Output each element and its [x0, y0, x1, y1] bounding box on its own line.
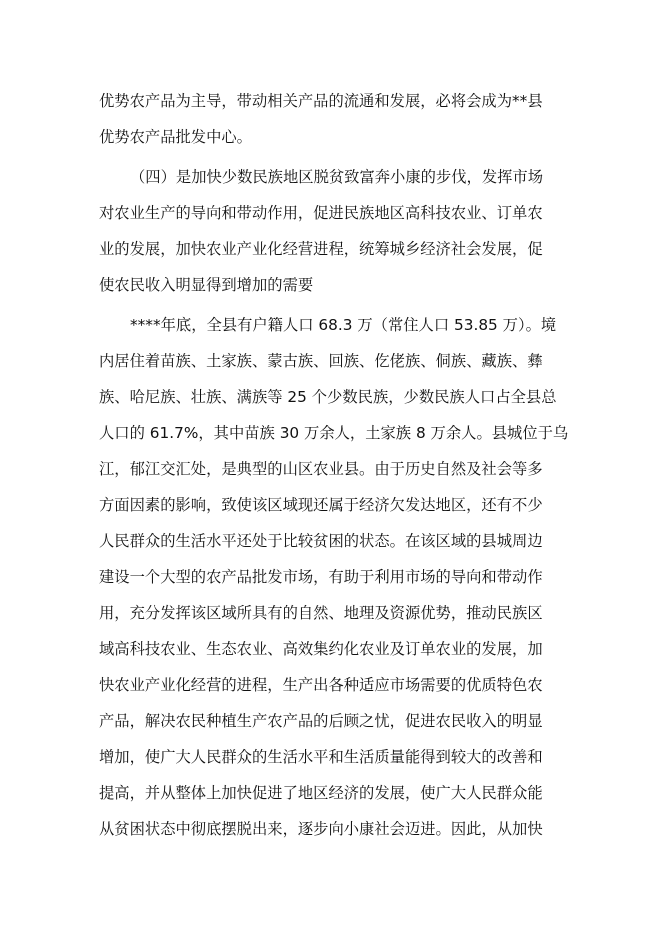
- text-line: 增加，使广大人民群众的生活水平和生活质量能得到较大的改善和: [99, 748, 543, 766]
- text-line: 族、哈尼族、壮族、满族等 25 个少数民族，少数民族人口占全县总: [99, 388, 557, 406]
- text-line: 提高，并从整体上加快促进了地区经济的发展，使广大人民群众能: [99, 784, 543, 802]
- text-line: 从贫困状态中彻底摆脱出来，逐步向小康社会迈进。因此，从加快: [99, 820, 543, 838]
- text-line: 产品，解决农民种植生产农产品的后顾之忧，促进农民收入的明显: [99, 712, 543, 730]
- text-line: ****年底，全县有户籍人口 68.3 万（常住人口 53.85 万）。境: [130, 316, 557, 334]
- text-line: 人口的 61.7%，其中苗族 30 万余人，土家族 8 万余人。县城位于乌: [99, 424, 569, 442]
- text-line: 优势农产品批发中心。: [99, 128, 252, 146]
- text-line: 域高科技农业、生态农业、高效集约化农业及订单农业的发展，加: [99, 640, 543, 658]
- text-line: 人民群众的生活水平还处于比较贫困的状态。在该区域的县城周边: [99, 532, 543, 550]
- text-line: 内居住着苗族、土家族、蒙古族、回族、仡佬族、侗族、藏族、彝: [99, 352, 543, 370]
- section-heading-line: 使农民收入明显得到增加的需要: [99, 276, 314, 294]
- text-line: 方面因素的影响，致使该区域现还属于经济欠发达地区，还有不少: [99, 496, 543, 514]
- section-heading-line: 业的发展，加快农业产业化经营进程，统筹城乡经济社会发展，促: [99, 240, 543, 258]
- text-line: 建设一个大型的农产品批发市场，有助于利用市场的导向和带动作: [99, 568, 543, 586]
- text-line: 江，郁江交汇处，是典型的山区农业县。由于历史自然及社会等多: [99, 460, 543, 478]
- text-line: 优势农产品为主导，带动相关产品的流通和发展，必将会成为**县: [99, 92, 543, 110]
- text-line: 快农业产业化经营的进程，生产出各种适应市场需要的优质特色农: [99, 676, 543, 694]
- section-heading-line: （四）是加快少数民族地区脱贫致富奔小康的步伐，发挥市场: [130, 168, 544, 186]
- section-heading-line: 对农业生产的导向和带动作用，促进民族地区高科技农业、订单农: [99, 204, 543, 222]
- text-line: 用，充分发挥该区域所具有的自然、地理及资源优势，推动民族区: [99, 604, 543, 622]
